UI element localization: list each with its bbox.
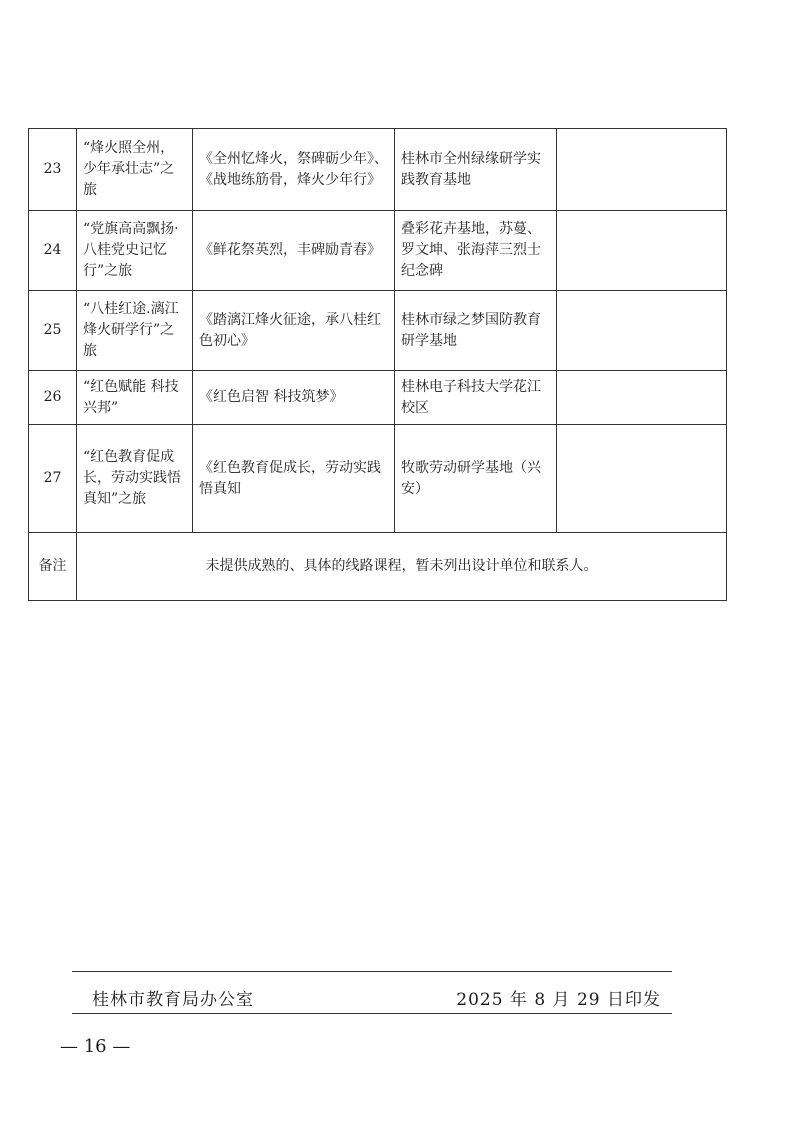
note-row [29,533,727,601]
base-name: 牧歌劳动研学基地（兴安） [395,425,557,533]
page-number: — 16 — [60,1036,131,1057]
course-name: 《红色教育促成长，劳动实践悟真知 [193,425,395,533]
base-name: 桂林市全州绿缘研学实践教育基地 [395,129,557,211]
extra-cell [557,129,727,211]
base-name: 桂林市绿之梦国防教育研学基地 [395,291,557,371]
route-name: “八桂红途.漓江烽火研学行”之旅 [77,291,193,371]
table-row [29,371,727,425]
note-text: 未提供成熟的、具体的线路课程，暂未列出设计单位和联系人。 [77,533,727,601]
extra-cell [557,371,727,425]
row-number: 23 [29,129,77,211]
table-row [29,291,727,371]
route-name: “烽火照全州，少年承壮志”之旅 [77,129,193,211]
course-name: 《鲜花祭英烈，丰碑励青春》 [193,211,395,291]
course-name: 《红色启智 科技筑梦》 [193,371,395,425]
extra-cell [557,291,727,371]
table-row [29,129,727,211]
row-number: 24 [29,211,77,291]
table-row [29,211,727,291]
course-name: 《踏漓江烽火征途，承八桂红色初心》 [193,291,395,371]
row-number: 26 [29,371,77,425]
extra-cell [557,425,727,533]
course-name: 《全州忆烽火，祭碑砺少年》、《战地练筋骨，烽火少年行》 [193,129,395,211]
footer-top-rule [72,971,672,972]
route-name: “红色赋能 科技兴邦” [77,371,193,425]
row-number: 27 [29,425,77,533]
note-label: 备注 [29,533,77,601]
base-name: 叠彩花卉基地，苏蔓、罗文坤、张海萍三烈士纪念碑 [395,211,557,291]
route-table [28,128,727,601]
route-name: “党旗高高飘扬·八桂党史记忆行”之旅 [77,211,193,291]
base-name: 桂林电子科技大学花江校区 [395,371,557,425]
row-number: 25 [29,291,77,371]
extra-cell [557,211,727,291]
route-name: “红色教育促成长，劳动实践悟真知”之旅 [77,425,193,533]
footer-bottom-rule [72,1013,672,1014]
issuing-office: 桂林市教育局办公室 [92,990,254,1010]
table-row [29,425,727,533]
issue-date: 2025 年 8 月 29 日印发 [456,990,661,1010]
